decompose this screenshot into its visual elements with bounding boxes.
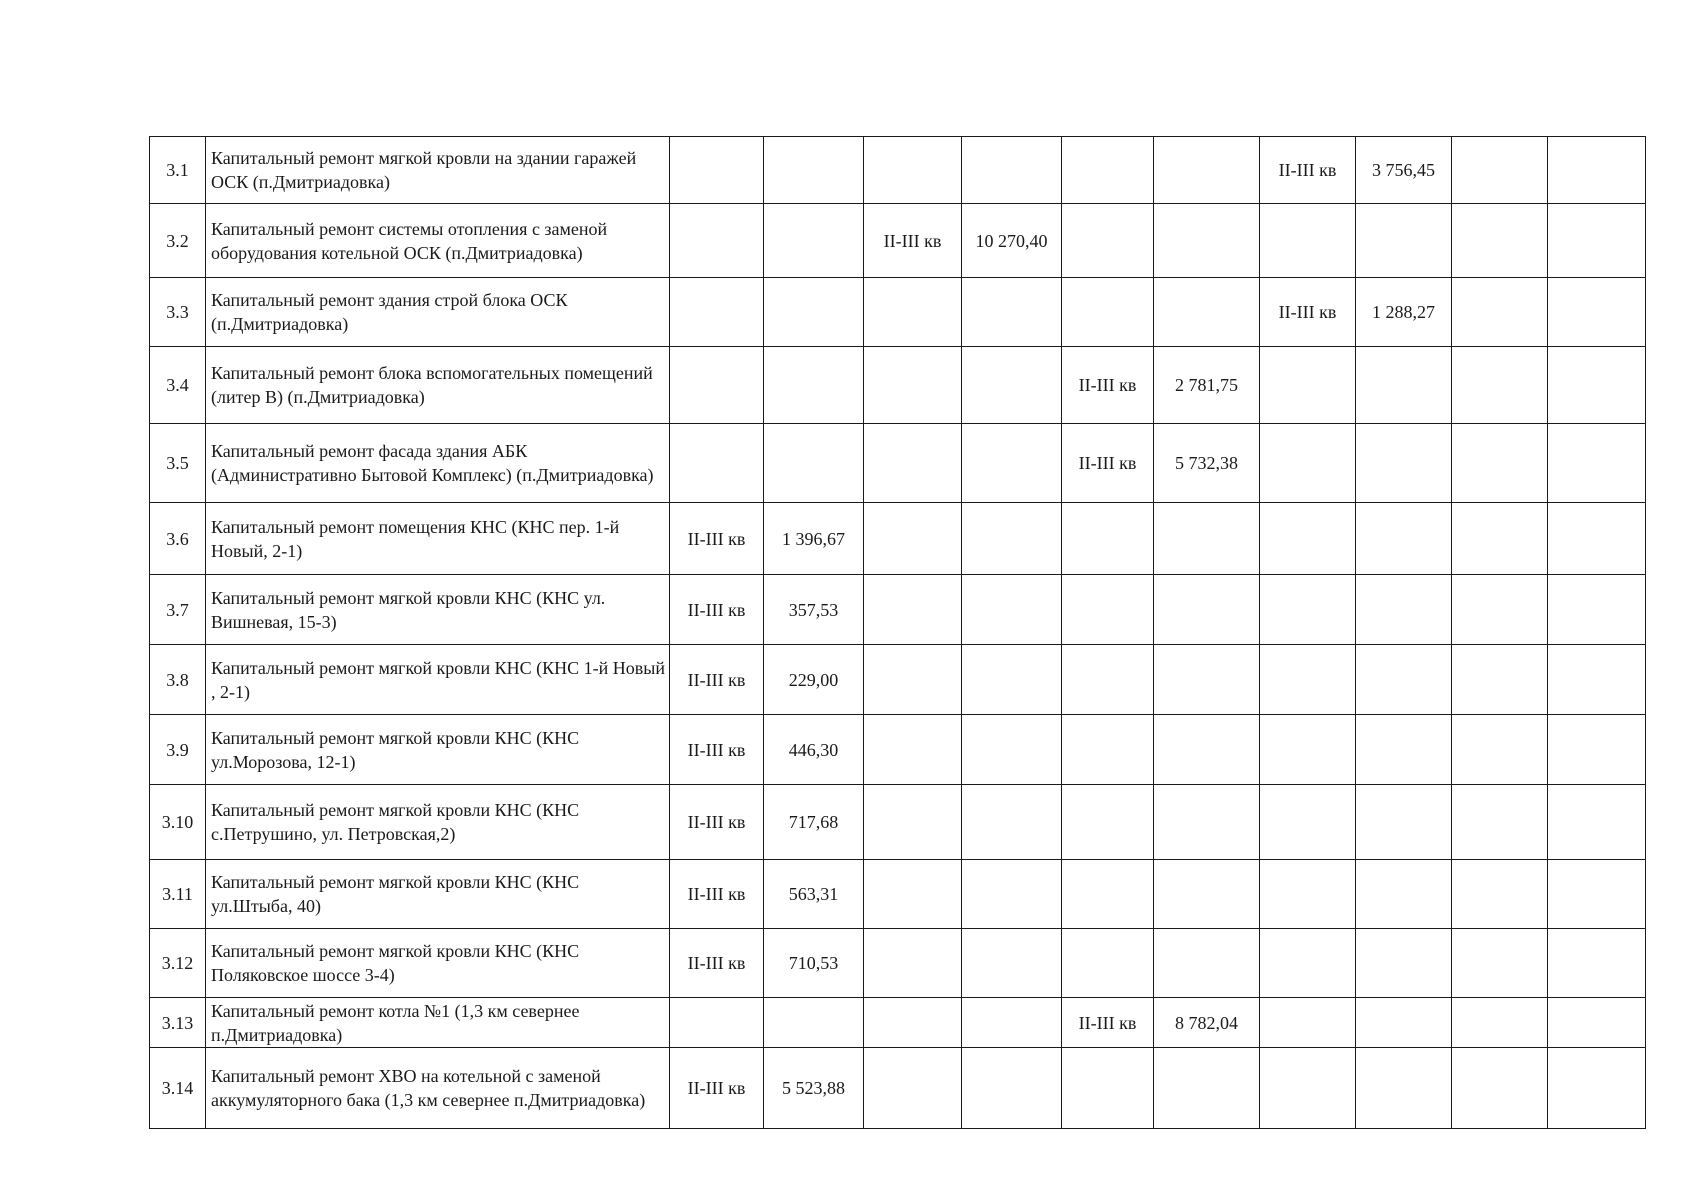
amount-cell	[1548, 278, 1646, 347]
quarter-cell	[864, 347, 962, 424]
work-description: Капитальный ремонт ХВО на котельной с заменой аккумуляторного бака (1,3 км севернее п.Дмитриадовка)	[206, 1048, 670, 1129]
quarter-cell	[1062, 204, 1154, 278]
amount-cell: 5 523,88	[764, 1048, 864, 1129]
amount-cell	[1154, 278, 1260, 347]
row-number: 3.4	[150, 347, 206, 424]
quarter-cell: II-III кв	[670, 575, 764, 645]
quarter-cell	[1260, 998, 1356, 1048]
quarter-cell	[864, 785, 962, 860]
quarter-cell	[864, 278, 962, 347]
amount-cell: 229,00	[764, 645, 864, 715]
table-body	[150, 137, 1646, 1129]
row-number: 3.2	[150, 204, 206, 278]
work-description: Капитальный ремонт мягкой кровли КНС (КНС с.Петрушино, ул. Петровская,2)	[206, 785, 670, 860]
amount-cell	[962, 503, 1062, 575]
amount-cell	[1154, 860, 1260, 929]
amount-cell: 10 270,40	[962, 204, 1062, 278]
quarter-cell: II-III кв	[1062, 998, 1154, 1048]
quarter-cell	[1260, 785, 1356, 860]
amount-cell	[962, 929, 1062, 998]
table-row	[150, 785, 1646, 860]
row-number: 3.11	[150, 860, 206, 929]
amount-cell	[1356, 503, 1452, 575]
row-number: 3.1	[150, 137, 206, 204]
amount-cell	[1356, 424, 1452, 503]
row-number: 3.13	[150, 998, 206, 1048]
work-description: Капитальный ремонт мягкой кровли КНС (КНС Поляковское шоссе 3-4)	[206, 929, 670, 998]
amount-cell: 357,53	[764, 575, 864, 645]
quarter-cell	[864, 645, 962, 715]
quarter-cell	[1260, 860, 1356, 929]
amount-cell: 563,31	[764, 860, 864, 929]
quarter-cell	[1452, 204, 1548, 278]
amount-cell	[1356, 715, 1452, 785]
quarter-cell	[1062, 785, 1154, 860]
table-row	[150, 1048, 1646, 1129]
row-number: 3.12	[150, 929, 206, 998]
quarter-cell	[1452, 715, 1548, 785]
row-number: 3.5	[150, 424, 206, 503]
quarter-cell	[1452, 347, 1548, 424]
quarter-cell: II-III кв	[670, 503, 764, 575]
work-description: Капитальный ремонт системы отопления с заменой оборудования котельной ОСК (п.Дмитриадовка)	[206, 204, 670, 278]
amount-cell	[1356, 785, 1452, 860]
quarter-cell	[1452, 1048, 1548, 1129]
quarter-cell	[670, 998, 764, 1048]
quarter-cell	[864, 715, 962, 785]
quarter-cell	[1452, 278, 1548, 347]
row-number: 3.7	[150, 575, 206, 645]
quarter-cell	[1062, 137, 1154, 204]
amount-cell	[1154, 137, 1260, 204]
quarter-cell	[670, 278, 764, 347]
amount-cell: 446,30	[764, 715, 864, 785]
quarter-cell: II-III кв	[670, 645, 764, 715]
quarter-cell: II-III кв	[670, 929, 764, 998]
amount-cell	[1356, 929, 1452, 998]
quarter-cell: II-III кв	[864, 204, 962, 278]
quarter-cell	[1260, 503, 1356, 575]
amount-cell: 8 782,04	[1154, 998, 1260, 1048]
amount-cell	[1548, 715, 1646, 785]
row-number: 3.8	[150, 645, 206, 715]
table-row	[150, 998, 1646, 1048]
quarter-cell	[1062, 929, 1154, 998]
table-row	[150, 347, 1646, 424]
amount-cell	[1548, 137, 1646, 204]
amount-cell	[1154, 204, 1260, 278]
amount-cell	[1356, 347, 1452, 424]
amount-cell	[1154, 503, 1260, 575]
quarter-cell: II-III кв	[1062, 347, 1154, 424]
quarter-cell	[1260, 347, 1356, 424]
amount-cell	[764, 204, 864, 278]
quarter-cell	[1260, 1048, 1356, 1129]
row-number: 3.3	[150, 278, 206, 347]
amount-cell: 1 396,67	[764, 503, 864, 575]
amount-cell	[962, 998, 1062, 1048]
quarter-cell	[1260, 929, 1356, 998]
quarter-cell	[1062, 575, 1154, 645]
amount-cell	[1154, 785, 1260, 860]
amount-cell	[1548, 424, 1646, 503]
amount-cell: 2 781,75	[1154, 347, 1260, 424]
quarter-cell	[1062, 715, 1154, 785]
quarter-cell	[1452, 503, 1548, 575]
table-row	[150, 575, 1646, 645]
work-description: Капитальный ремонт мягкой кровли на здании гаражей ОСК (п.Дмитриадовка)	[206, 137, 670, 204]
amount-cell	[1356, 998, 1452, 1048]
amount-cell	[1548, 347, 1646, 424]
amount-cell: 1 288,27	[1356, 278, 1452, 347]
work-description: Капитальный ремонт здания строй блока ОСК (п.Дмитриадовка)	[206, 278, 670, 347]
row-number: 3.14	[150, 1048, 206, 1129]
table-row	[150, 715, 1646, 785]
work-description: Капитальный ремонт мягкой кровли КНС (КНС ул. Вишневая, 15-3)	[206, 575, 670, 645]
table-row	[150, 204, 1646, 278]
amount-cell	[1548, 204, 1646, 278]
work-description: Капитальный ремонт мягкой кровли КНС (КНС ул.Штыба, 40)	[206, 860, 670, 929]
quarter-cell	[1260, 204, 1356, 278]
amount-cell	[764, 137, 864, 204]
quarter-cell	[670, 347, 764, 424]
quarter-cell	[1260, 575, 1356, 645]
amount-cell	[1548, 785, 1646, 860]
table-row	[150, 503, 1646, 575]
row-number: 3.6	[150, 503, 206, 575]
quarter-cell: II-III кв	[670, 785, 764, 860]
amount-cell	[962, 137, 1062, 204]
quarter-cell	[864, 575, 962, 645]
amount-cell: 3 756,45	[1356, 137, 1452, 204]
quarter-cell	[1062, 645, 1154, 715]
works-table	[149, 136, 1646, 1129]
table-row	[150, 929, 1646, 998]
amount-cell	[1154, 575, 1260, 645]
quarter-cell	[864, 998, 962, 1048]
table-row	[150, 137, 1646, 204]
amount-cell	[962, 715, 1062, 785]
table-row	[150, 278, 1646, 347]
amount-cell: 710,53	[764, 929, 864, 998]
quarter-cell: II-III кв	[1260, 137, 1356, 204]
work-description: Капитальный ремонт фасада здания АБК (Административно Бытовой Комплекс) (п.Дмитриадовка)	[206, 424, 670, 503]
quarter-cell	[1452, 137, 1548, 204]
amount-cell	[1154, 1048, 1260, 1129]
quarter-cell	[1452, 860, 1548, 929]
quarter-cell	[1062, 860, 1154, 929]
amount-cell: 5 732,38	[1154, 424, 1260, 503]
table-row	[150, 424, 1646, 503]
amount-cell	[1154, 645, 1260, 715]
quarter-cell: II-III кв	[1062, 424, 1154, 503]
amount-cell	[1548, 503, 1646, 575]
quarter-cell	[1452, 785, 1548, 860]
amount-cell	[962, 645, 1062, 715]
row-number: 3.10	[150, 785, 206, 860]
amount-cell	[962, 278, 1062, 347]
amount-cell	[1154, 929, 1260, 998]
amount-cell	[1548, 1048, 1646, 1129]
quarter-cell	[1452, 929, 1548, 998]
quarter-cell	[670, 137, 764, 204]
amount-cell	[962, 347, 1062, 424]
work-description: Капитальный ремонт мягкой кровли КНС (КНС 1-й Новый , 2-1)	[206, 645, 670, 715]
work-description: Капитальный ремонт помещения КНС (КНС пер. 1-й Новый, 2-1)	[206, 503, 670, 575]
amount-cell	[962, 575, 1062, 645]
amount-cell	[764, 278, 864, 347]
amount-cell	[1356, 645, 1452, 715]
quarter-cell	[1452, 998, 1548, 1048]
quarter-cell: II-III кв	[670, 860, 764, 929]
quarter-cell	[864, 137, 962, 204]
table-row	[150, 645, 1646, 715]
quarter-cell	[1062, 1048, 1154, 1129]
amount-cell	[1548, 575, 1646, 645]
quarter-cell: II-III кв	[670, 715, 764, 785]
work-description: Капитальный ремонт блока вспомогательных помещений (литер В) (п.Дмитриадовка)	[206, 347, 670, 424]
quarter-cell	[1062, 503, 1154, 575]
quarter-cell	[864, 424, 962, 503]
amount-cell	[1548, 929, 1646, 998]
quarter-cell	[1452, 645, 1548, 715]
amount-cell	[1356, 204, 1452, 278]
amount-cell	[1154, 715, 1260, 785]
quarter-cell	[864, 1048, 962, 1129]
amount-cell	[1356, 575, 1452, 645]
work-description: Капитальный ремонт мягкой кровли КНС (КНС ул.Морозова, 12-1)	[206, 715, 670, 785]
amount-cell	[962, 860, 1062, 929]
quarter-cell	[1452, 424, 1548, 503]
amount-cell	[1356, 1048, 1452, 1129]
quarter-cell	[1260, 424, 1356, 503]
quarter-cell	[1260, 645, 1356, 715]
amount-cell	[962, 424, 1062, 503]
amount-cell	[1548, 860, 1646, 929]
amount-cell	[1548, 998, 1646, 1048]
quarter-cell	[670, 204, 764, 278]
work-description: Капитальный ремонт котла №1 (1,3 км севернее п.Дмитриадовка)	[206, 998, 670, 1048]
amount-cell	[962, 785, 1062, 860]
quarter-cell	[864, 929, 962, 998]
quarter-cell	[1452, 575, 1548, 645]
quarter-cell	[1260, 715, 1356, 785]
amount-cell: 717,68	[764, 785, 864, 860]
row-number: 3.9	[150, 715, 206, 785]
amount-cell	[764, 424, 864, 503]
quarter-cell	[864, 503, 962, 575]
quarter-cell	[670, 424, 764, 503]
quarter-cell: II-III кв	[670, 1048, 764, 1129]
amount-cell	[1356, 860, 1452, 929]
amount-cell	[1548, 645, 1646, 715]
amount-cell	[962, 1048, 1062, 1129]
amount-cell	[764, 998, 864, 1048]
quarter-cell	[1062, 278, 1154, 347]
table-row	[150, 860, 1646, 929]
quarter-cell	[864, 860, 962, 929]
quarter-cell: II-III кв	[1260, 278, 1356, 347]
amount-cell	[764, 347, 864, 424]
